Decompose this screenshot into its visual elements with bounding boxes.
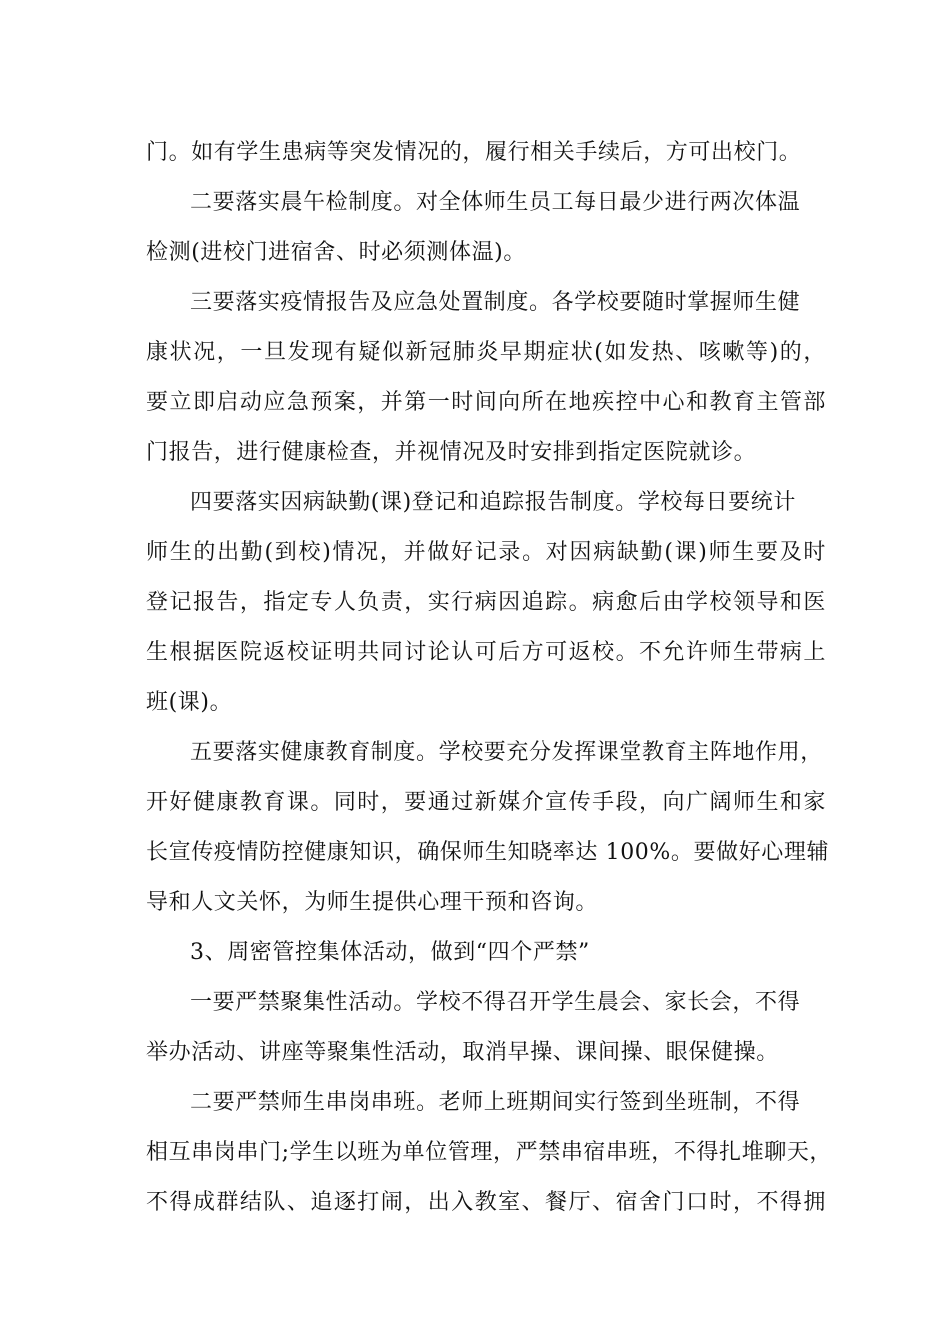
text-line: 举办活动、讲座等聚集性活动，取消早操、课间操、眼保健操。 [146,1040,779,1065]
paragraph-start-line: 二要严禁师生串岗串班。老师上班期间实行签到坐班制，不得 [190,1090,801,1115]
text-line: 生根据医院返校证明共同讨论认可后方可返校。不允许师生带病上 [146,640,826,665]
paragraph-start-line: 四要落实因病缺勤(课)登记和追踪报告制度。学校每日要统计 [190,490,796,515]
section-heading: 3、周密管控集体活动，做到“四个严禁” [190,940,590,965]
text-line: 不得成群结队、追逐打闹，出入教室、餐厅、宿舍门口时，不得拥 [146,1190,826,1215]
body-text [146,128,833,1228]
text-line: 长宣传疫情防控健康知识，确保师生知晓率达 100%。要做好心理辅 [146,840,830,865]
text-line: 登记报告，指定专人负责，实行病因追踪。病愈后由学校领导和医 [146,590,826,615]
text-line: 康状况，一旦发现有疑似新冠肺炎早期症状(如发热、咳嗽等)的， [146,340,826,365]
paragraph-start-line: 三要落实疫情报告及应急处置制度。各学校要随时掌握师生健 [190,290,801,315]
text-line: 门。如有学生患病等突发情况的，履行相关手续后，方可出校门。 [146,140,802,165]
text-line: 开好健康教育课。同时，要通过新媒介宣传手段，向广阔师生和家 [146,790,826,815]
paragraph-start-line: 二要落实晨午检制度。对全体师生员工每日最少进行两次体温 [190,190,801,215]
text-line: 师生的出勤(到校)情况，并做好记录。对因病缺勤(课)师生要及时 [146,540,826,565]
text-line: 相互串岗串门;学生以班为单位管理，严禁串宿串班，不得扎堆聊天， [146,1140,833,1165]
text-line: 门报告，进行健康检查，并视情况及时安排到指定医院就诊。 [146,440,757,465]
paragraph-start-line: 一要严禁聚集性活动。学校不得召开学生晨会、家长会，不得 [190,990,801,1015]
text-line: 检测(进校门进宿舍、时必须测体温)。 [146,240,526,265]
text-line: 导和人文关怀，为师生提供心理干预和咨询。 [146,890,599,915]
text-line: 班(课)。 [146,690,233,715]
paragraph-start-line: 五要落实健康教育制度。学校要充分发挥课堂教育主阵地作用， [190,740,823,765]
text-line: 要立即启动应急预案，并第一时间向所在地疾控中心和教育主管部 [146,390,826,415]
